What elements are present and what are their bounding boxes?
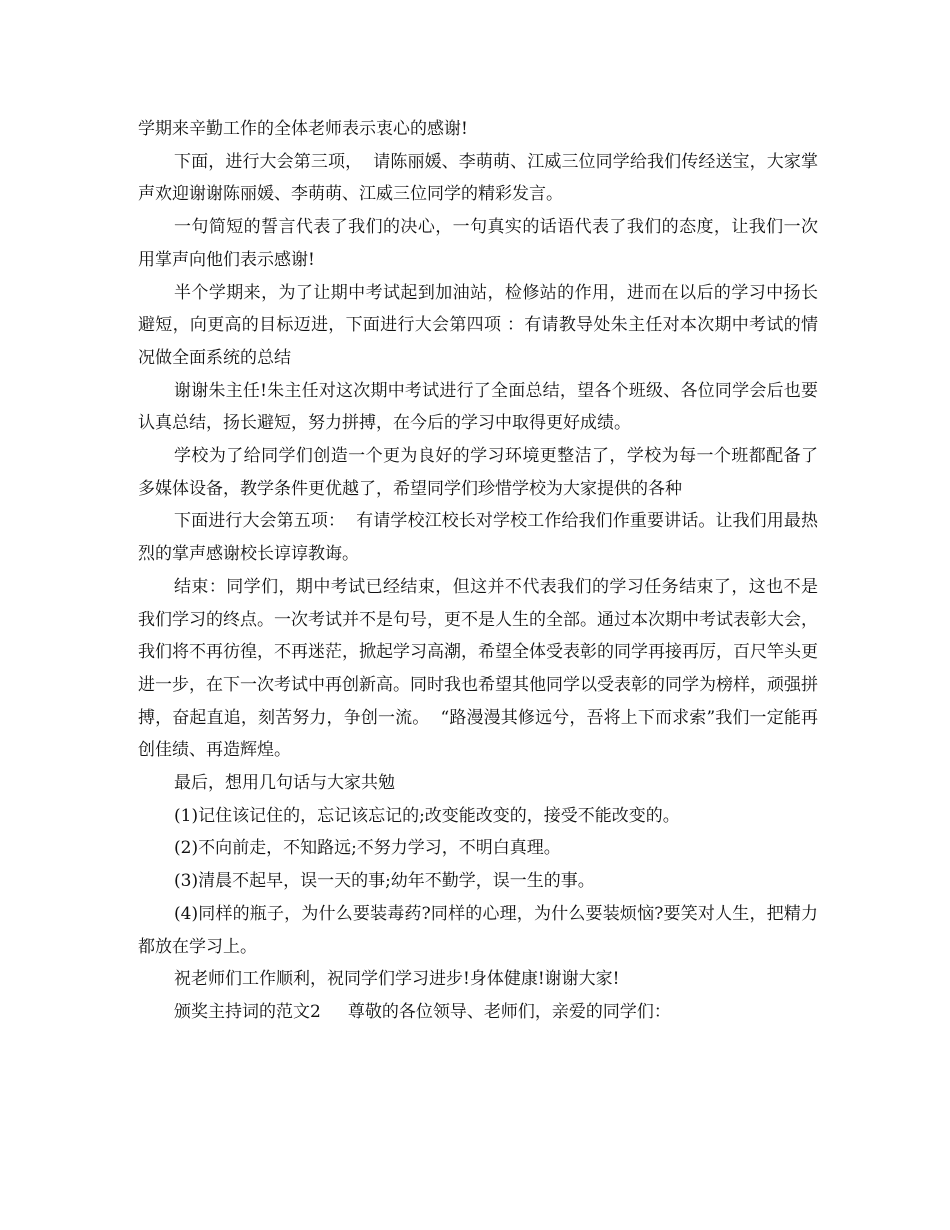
list-item-4: (4)同样的瓶子，为什么要装毒药?同样的心理，为什么要装烦恼?要笑对人生，把精力都放在学习上。 bbox=[138, 903, 818, 957]
list-item-3: (3)清晨不起早，误一天的事;幼年不勤学，误一生的事。 bbox=[174, 871, 595, 892]
paragraph-1: 学期来辛勤工作的全体老师表示衷心的感谢! bbox=[138, 119, 468, 139]
paragraph-next-section: 颁奖主持词的范文2 尊敬的各位领导、老师们，亲爱的同学们： bbox=[174, 1001, 671, 1022]
list-item-1: (1)记住该记住的，忘记该忘记的;改变能改变的，接受不能改变的。 bbox=[174, 805, 680, 826]
paragraph-3: 一句简短的誓言代表了我们的决心，一句真实的话语代表了我们的态度，让我们一次用掌声向他们表示感谢! bbox=[138, 217, 818, 270]
paragraph-6: 学校为了给同学们创造一个更为良好的学习环境更整洁了，学校为每一个班都配备了多媒体设备，教学条件更优越了，希望同学们珍惜学校为大家提供的各种 bbox=[138, 446, 818, 499]
paragraph-9: 最后，想用几句话与大家共勉 bbox=[174, 773, 395, 794]
paragraph-8: 结束：同学们，期中考试已经结束，但这并不代表我们的学习任务结束了，这也不是我们学习的终点。一次考试并不是句号，更不是人生的全部。通过本次期中考试表彰大会，我们将不再彷徨，不再迷茫，掀起学习高潮，希望全体受表彰的同学再接再厉，百尺竿头更进一步，在下一次考试中再创新高。同时我也希望其他同学以受表彰的同学为榜样，顽强拼搏，奋起直追，刻苦努力，争创一流。 “路漫漫其修远兮，吾将上下而求索”我们一定能再创佳绩、再造辉煌。 bbox=[138, 576, 818, 761]
paragraph-5: 谢谢朱主任!朱主任对这次期中考试进行了全面总结，望各个班级、各位同学会后也要认真总结，扬长避短，努力拼搏，在今后的学习中取得更好成绩。 bbox=[138, 380, 818, 434]
document-body bbox=[138, 113, 818, 1029]
list-item-2: (2)不向前走，不知路远;不努力学习，不明白真理。 bbox=[174, 838, 561, 859]
paragraph-7: 下面进行大会第五项： 有请学校江校长对学校工作给我们作重要讲话。让我们用最热烈的掌声感谢校长谆谆教诲。 bbox=[138, 511, 818, 565]
paragraph-closing: 祝老师们工作顺利，祝同学们学习进步!身体健康!谢谢大家! bbox=[174, 969, 620, 990]
paragraph-4: 半个学期来，为了让期中考试起到加油站，检修站的作用，进而在以后的学习中扬长避短，向更高的目标迈进，下面进行大会第四项 ：有请教导处朱主任对本次期中考试的情况做全面系统的总结 bbox=[138, 282, 818, 368]
paragraph-2: 下面，进行大会第三项， 请陈丽媛、李萌萌、江威三位同学给我们传经送宝，大家掌声欢迎谢谢陈丽媛、李萌萌、江威三位同学的精彩发言。 bbox=[138, 151, 818, 205]
